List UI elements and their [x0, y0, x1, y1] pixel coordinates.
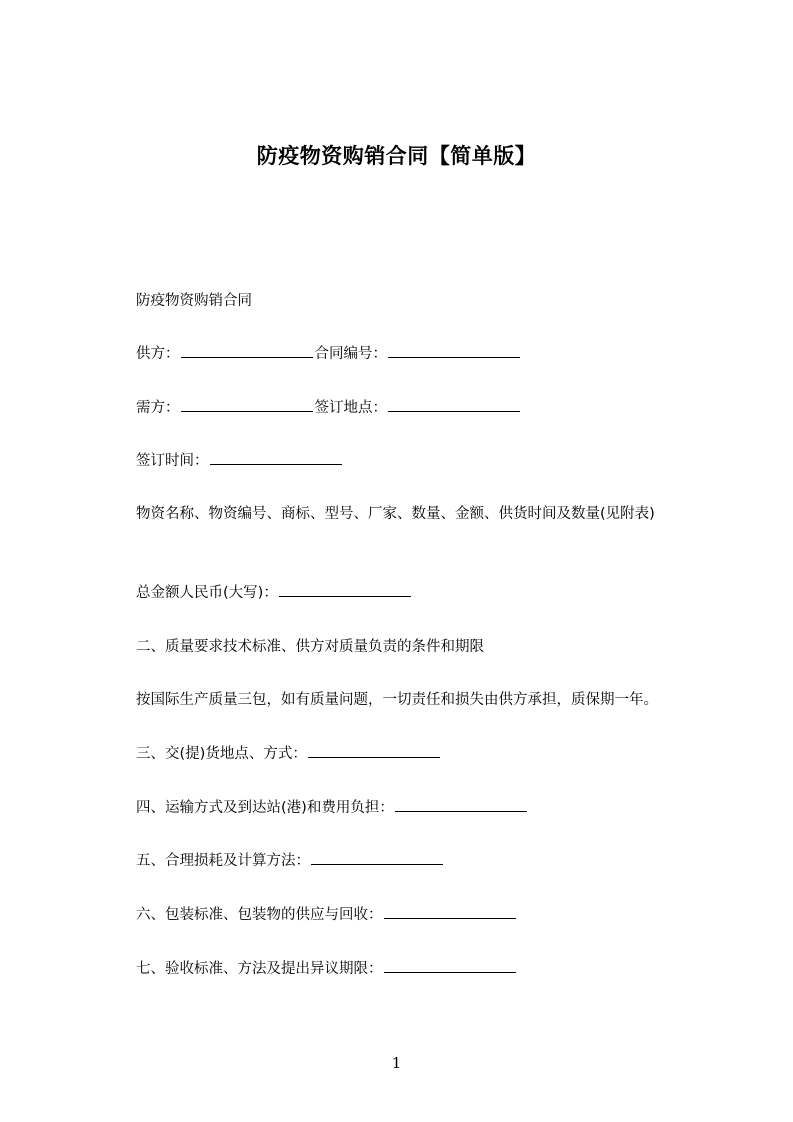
- packaging-clause-label: 六、包装标准、包装物的供应与回收：: [136, 907, 383, 923]
- buyer-label: 需方：: [136, 400, 180, 416]
- loss-calculation-clause-label: 五、合理损耗及计算方法：: [136, 853, 310, 869]
- contract-heading: 防疫物资购销合同: [136, 293, 252, 309]
- transport-clause-blank-line: [395, 796, 527, 812]
- delivery-clause-row: [136, 742, 442, 766]
- delivery-clause-blank-line: [308, 742, 440, 758]
- packaging-clause-row: [136, 903, 518, 927]
- acceptance-clause-label: 七、验收标准、方法及提出异议期限：: [136, 961, 383, 977]
- quality-clause-heading: 二、质量要求技术标准、供方对质量负责的条件和期限: [136, 639, 484, 655]
- signing-location-label: 签订地点：: [314, 400, 387, 416]
- supplier-and-contract-number-row: [136, 342, 522, 366]
- loss-calculation-clause-blank-line: [311, 849, 443, 865]
- acceptance-clause-blank-line: [384, 957, 516, 973]
- signing-time-label: 签订时间：: [136, 453, 209, 469]
- transport-clause-label: 四、运输方式及到达站(港)和费用负担：: [136, 800, 394, 816]
- signing-location-blank-line: [388, 396, 520, 412]
- document-title: 防疫物资购销合同【简单版】: [256, 144, 537, 168]
- signing-time-blank-line: [210, 449, 342, 465]
- contract-number-label: 合同编号：: [314, 346, 387, 362]
- supplier-blank-line: [181, 342, 313, 358]
- contract-number-blank-line: [388, 342, 520, 358]
- signing-time-row: [136, 449, 344, 473]
- quality-clause-content: 按国际生产质量三包，如有质量问题，一切责任和损失由供方承担，质保期一年。: [136, 692, 658, 708]
- buyer-blank-line: [181, 396, 313, 412]
- transport-clause-row: [136, 796, 529, 820]
- goods-details-clause: 物资名称、物资编号、商标、型号、厂家、数量、金额、供货时间及数量(见附表): [136, 506, 655, 522]
- page-number: 1: [391, 1054, 402, 1072]
- delivery-clause-label: 三、交(提)货地点、方式：: [136, 746, 307, 762]
- supplier-label: 供方：: [136, 346, 180, 362]
- total-amount-label: 总金额人民币(大写)：: [136, 585, 278, 601]
- loss-calculation-clause-row: [136, 849, 445, 873]
- acceptance-clause-row: [136, 957, 518, 981]
- packaging-clause-blank-line: [384, 903, 516, 919]
- total-amount-blank-line: [279, 581, 411, 597]
- buyer-and-signing-location-row: [136, 396, 522, 420]
- total-amount-row: [136, 581, 413, 605]
